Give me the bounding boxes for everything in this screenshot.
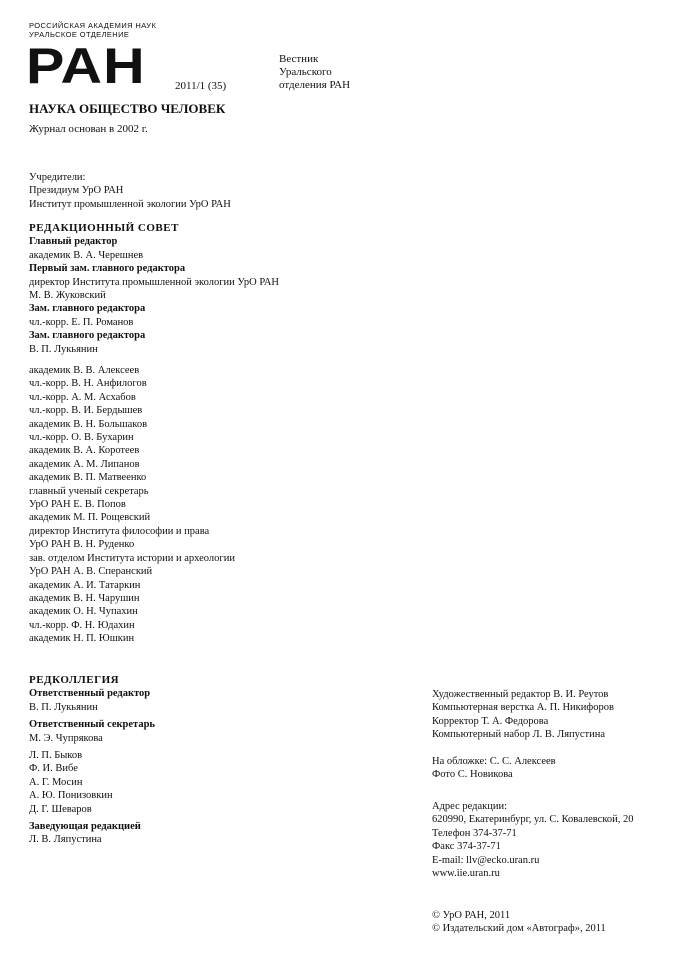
org-line-1: РОССИЙСКАЯ АКАДЕМИЯ НАУК — [29, 21, 157, 30]
staff-line: Художественный редактор В. И. Реутов — [432, 689, 609, 700]
council-member: академик В. Н. Чарушин — [29, 592, 140, 604]
council-member: академик В. П. Матвеенко — [29, 472, 147, 484]
cover-line: Фото С. Новикова — [432, 769, 513, 781]
role-person: директор Института промышленной экологии УрО РАН — [29, 276, 279, 288]
copyright-line: © УрО РАН, 2011 — [432, 910, 511, 921]
council-member: чл.-корр. Ф. Н. Юдахин — [29, 619, 135, 631]
council-members — [29, 364, 235, 646]
role-title: Зам. главного редактора — [29, 303, 146, 315]
role-title: Первый зам. главного редактора — [29, 263, 186, 275]
staff-line: Компьютерная верстка А. П. Никифоров — [432, 702, 614, 714]
organization-name — [29, 21, 156, 39]
copyright-line: © Издательский дом «Автограф», 2011 — [432, 923, 606, 935]
board-member: А. Ю. Понизовкин — [29, 790, 113, 802]
address-line: Факс 374-37-71 — [432, 841, 501, 853]
head-office-title: Заведующая редакцией — [29, 821, 141, 833]
council-member: академик В. А. Коротеев — [29, 445, 140, 457]
council-member: академик М. П. Рощевский — [29, 512, 151, 524]
resp-editor-title: Ответственный редактор — [29, 688, 151, 700]
council-member: чл.-корр. В. Н. Анфилогов — [29, 378, 147, 390]
copyright — [432, 909, 606, 936]
board-member: Ф. И. Вибе — [29, 763, 78, 775]
resp-secretary-title: Ответственный секретарь — [29, 719, 155, 731]
founder-item: Институт промышленной экологии УрО РАН — [29, 198, 231, 210]
website-link[interactable]: www.iie.uran.ru — [432, 868, 500, 880]
council-member: УрО РАН А. В. Сперанский — [29, 566, 153, 578]
council-member: главный ученый секретарь — [29, 485, 149, 497]
council-member: академик В. В. Алексеев — [29, 365, 140, 376]
board-section — [29, 674, 155, 847]
journal-title: НАУКА ОБЩЕСТВО ЧЕЛОВЕК — [29, 101, 226, 116]
cover-credits — [432, 755, 556, 782]
founders-section — [29, 171, 231, 211]
council-member: директор Института философии и права — [29, 525, 210, 537]
council-heading: РЕДАКЦИОННЫЙ СОВЕТ — [29, 222, 179, 234]
founded-note: Журнал основан в 2002 г. — [29, 123, 148, 135]
council-member: УрО РАН В. Н. Руденко — [29, 539, 135, 551]
council-member: академик А. М. Липанов — [29, 458, 140, 470]
staff-line: Корректор Т. А. Федорова — [432, 715, 549, 727]
email-link[interactable]: E-mail: llv@ecko.uran.ru — [432, 854, 540, 866]
org-line-2: УРАЛЬСКОЕ ОТДЕЛЕНИЕ — [29, 30, 130, 39]
address-line: Телефон 374-37-71 — [432, 827, 517, 839]
council-member: чл.-корр. В. И. Бердышев — [29, 405, 143, 417]
address-line: Адрес редакции: — [432, 801, 508, 812]
resp-secretary: М. Э. Чупрякова — [29, 732, 103, 744]
issue-number: 2011/1 (35) — [175, 80, 227, 92]
editorial-address — [432, 800, 634, 880]
council-member: академик О. Н. Чупахин — [29, 606, 138, 618]
board-member: Д. Г. Шеваров — [29, 803, 92, 815]
role-title: Зам. главного редактора — [29, 330, 146, 342]
council-member: академик А. И. Татаркин — [29, 579, 141, 591]
council-section — [29, 222, 279, 356]
founder-item: Президиум УрО РАН — [29, 185, 124, 197]
role-person: чл.-корр. Е. П. Романов — [29, 316, 134, 328]
resp-editor: В. П. Лукьянин — [29, 701, 98, 713]
board-heading: РЕДКОЛЛЕГИЯ — [29, 674, 120, 686]
council-member: академик В. Н. Большаков — [29, 418, 148, 430]
staff-line: Компьютерный набор Л. В. Ляпустина — [432, 729, 606, 741]
role-person: В. П. Лукьянин — [29, 343, 98, 355]
vestnik-line: Вестник — [279, 53, 319, 65]
role-person: академик В. А. Черешнев — [29, 249, 144, 261]
board-member: А. Г. Мосин — [29, 776, 83, 788]
vestnik-line: отделения РАН — [279, 79, 351, 91]
council-member: чл.-корр. А. М. Асхабов — [29, 391, 136, 403]
address-line: 620990, Екатеринбург, ул. С. Ковалевской, 20 — [432, 814, 634, 826]
vestnik-line: Уральского — [279, 66, 332, 78]
council-member: УрО РАН Е. В. Попов — [29, 499, 126, 511]
board-member: Л. П. Быков — [29, 750, 83, 762]
production-staff — [432, 688, 614, 742]
council-member: чл.-корр. О. В. Бухарин — [29, 432, 134, 444]
head-office: Л. В. Ляпустина — [29, 834, 102, 846]
cover-line: На обложке: С. С. Алексеев — [432, 756, 556, 767]
role-title: Главный редактор — [29, 236, 118, 248]
founders-label: Учредители: — [29, 172, 86, 183]
ran-logo: РАН — [26, 38, 146, 94]
vestnik-title — [279, 53, 389, 92]
role-person: М. В. Жуковский — [29, 290, 106, 302]
council-member: академик Н. П. Юшкин — [29, 633, 135, 645]
council-member: зав. отделом Института истории и археологии — [29, 552, 235, 564]
